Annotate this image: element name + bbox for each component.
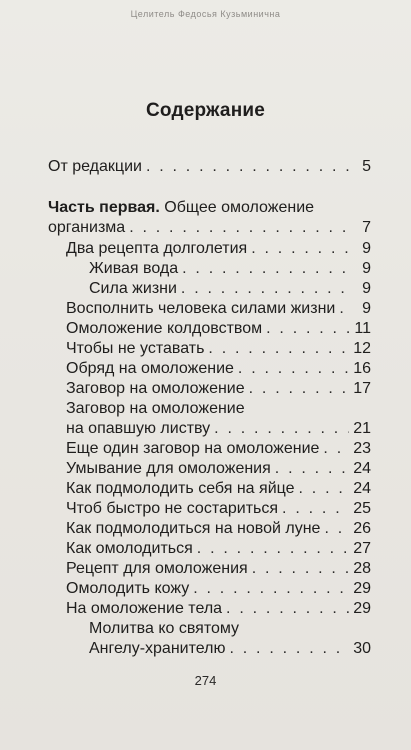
leader-dots [226, 600, 349, 618]
leader-dots [252, 560, 349, 578]
toc-entry [66, 480, 371, 500]
toc-entry-title: организма [48, 219, 126, 236]
leader-dots [251, 240, 349, 258]
toc-entry [48, 199, 371, 219]
toc-entry [48, 158, 371, 178]
toc-entry-title: Омоложение колдовством [66, 320, 263, 337]
toc-entry-title: Заговор на омоложение [66, 380, 245, 397]
leader-dots [323, 440, 349, 458]
leader-dots [197, 540, 349, 558]
page-number: 274 [194, 673, 217, 688]
part-heading: Часть первая. [48, 199, 160, 216]
toc-entry-title: Часть первая. Общее омоложение [48, 199, 315, 216]
toc-entry-title: Заговор на омоложение [66, 400, 245, 417]
toc-entry-title: Как омолодиться [66, 540, 193, 557]
toc-entry-title: От редакции [48, 158, 142, 175]
toc-entry [66, 300, 371, 320]
toc-page-number: 9 [362, 280, 371, 297]
toc-page-number: 16 [353, 360, 371, 377]
toc-page-number: 7 [362, 219, 371, 236]
toc-entry [89, 620, 371, 640]
toc-entry [66, 580, 371, 600]
toc-entry-title: Чтобы не уставать [66, 340, 205, 357]
leader-dots [299, 480, 349, 498]
toc-entry-continuation [89, 640, 371, 660]
toc-page-number: 26 [353, 520, 371, 537]
page-edge-shade [0, 720, 411, 750]
toc-page-number: 25 [353, 500, 371, 517]
leader-dots [275, 460, 349, 478]
toc-entry [66, 540, 371, 560]
leader-dots [193, 580, 349, 598]
toc-entry-title: на опавшую листву [66, 420, 211, 437]
leader-dots [214, 420, 349, 438]
toc-page-number: 21 [353, 420, 371, 437]
leader-dots [282, 500, 349, 518]
toc-entry-title: Ангелу-хранителю [89, 640, 226, 657]
toc-page-number: 29 [353, 600, 371, 617]
toc-entry [66, 360, 371, 380]
leader-dots [266, 320, 349, 338]
leader-dots [249, 380, 349, 398]
leader-dots [229, 640, 349, 658]
toc-entry-title: Сила жизни [89, 280, 177, 297]
toc-entry-title: Восполнить человека силами жизни [66, 300, 336, 317]
toc-entry-title: Два рецепта долголетия [66, 240, 248, 257]
toc-page-number: 11 [354, 320, 371, 337]
toc-entry-title: Чтоб быстро не состариться [66, 500, 279, 517]
toc-page-number: 9 [362, 300, 371, 317]
toc-entry [66, 600, 371, 620]
toc-page-number: 23 [353, 440, 371, 457]
toc-entry [66, 560, 371, 580]
toc-entry [66, 460, 371, 480]
toc-page-number: 29 [353, 580, 371, 597]
toc-entry-title: Как подмолодиться на новой луне [66, 520, 321, 537]
toc-entry [66, 240, 371, 260]
toc-page-number: 9 [362, 240, 371, 257]
toc-page-number: 27 [353, 540, 371, 557]
leader-dots [208, 340, 349, 358]
running-header: Целитель Федосья Кузьминична [130, 9, 281, 19]
toc-page-number: 9 [362, 260, 371, 277]
toc-page-number: 5 [362, 158, 371, 175]
toc-entry [66, 520, 371, 540]
toc-page-number: 17 [353, 380, 371, 397]
toc-entry-continuation [66, 420, 371, 440]
toc-entry [66, 500, 371, 520]
toc-entry-title: Как подмолодить себя на яйце [66, 480, 295, 497]
leader-dots [181, 280, 349, 298]
toc-entry-title: Еще один заговор на омоложение [66, 440, 320, 457]
toc-entry [66, 440, 371, 460]
leader-dots [339, 300, 349, 318]
leader-dots [324, 520, 349, 538]
toc-entry [66, 400, 371, 420]
toc-entry [66, 380, 371, 400]
toc-entry [89, 280, 371, 300]
page-title: Содержание [145, 100, 266, 121]
toc-entry-title: На омоложение тела [66, 600, 223, 617]
toc-entry-title: Рецепт для омоложения [66, 560, 248, 577]
toc-entry [89, 260, 371, 280]
toc-page-number: 30 [353, 640, 371, 657]
leader-dots [182, 260, 349, 278]
toc-entry-title: Обряд на омоложение [66, 360, 234, 377]
toc-page-number: 24 [353, 480, 371, 497]
toc-entry [66, 320, 371, 340]
leader-dots [146, 158, 349, 176]
toc-page-number: 12 [353, 340, 371, 357]
toc-entry-title: Молитва ко святому [89, 620, 240, 637]
toc-entry [66, 340, 371, 360]
toc-entry-title: Умывание для омоложения [66, 460, 271, 477]
toc-entry-title: Живая вода [89, 260, 179, 277]
toc-page-number: 24 [353, 460, 371, 477]
toc-page-number: 28 [353, 560, 371, 577]
leader-dots [238, 360, 349, 378]
toc-entry-title: Омолодить кожу [66, 580, 190, 597]
toc-entry-continuation [48, 219, 371, 239]
leader-dots [129, 219, 349, 237]
